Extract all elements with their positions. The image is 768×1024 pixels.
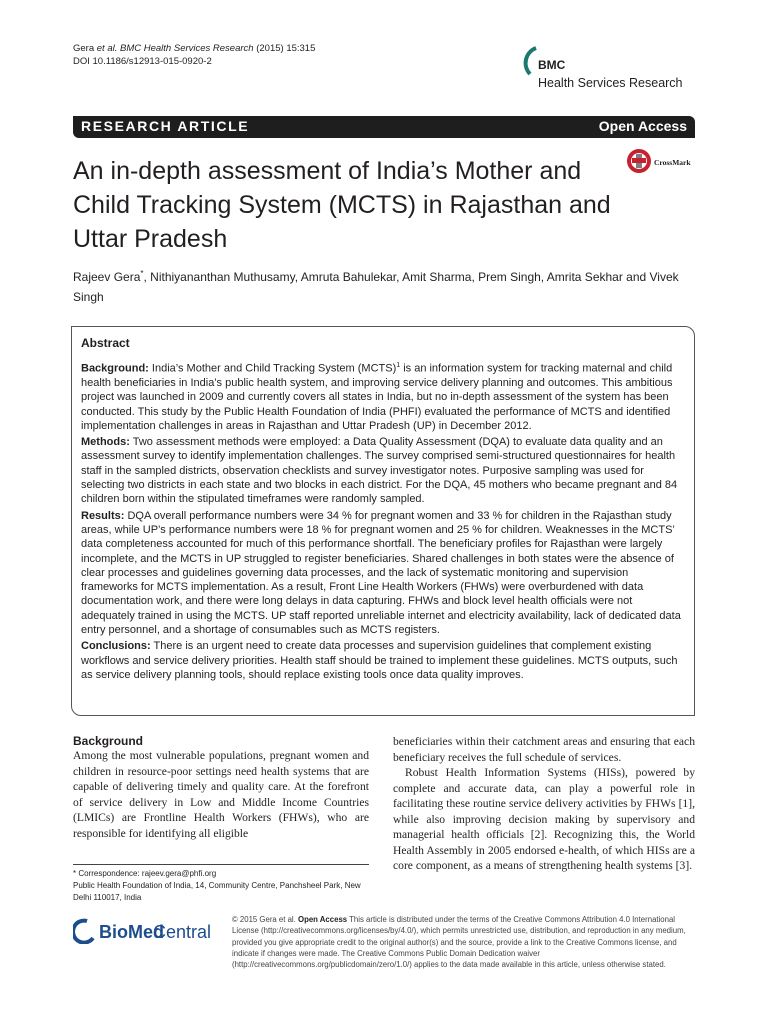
article-type-banner bbox=[73, 116, 695, 138]
biomed-arc-icon bbox=[73, 918, 95, 944]
footnote-divider bbox=[73, 864, 369, 865]
corresponding-mark: * bbox=[140, 269, 144, 278]
article-type-label: RESEARCH ARTICLE bbox=[81, 118, 250, 134]
publisher-logo bbox=[73, 918, 223, 948]
publisher-logo-bold: BioMed bbox=[99, 922, 164, 942]
citation-line-1: Gera et al. BMC Health Services Research (2015) 15:315 bbox=[73, 43, 316, 54]
abstract-conclusions: Conclusions: There is an urgent need to create data processes and supervision guidelines that complement existing workflows and service delivery priorities. Health staff should be trained to implement these guidelines. MCTS outputs, such as service delivery planning tools, should replace existing tools once data quality improves. bbox=[81, 640, 678, 681]
section-heading-background: Background bbox=[73, 734, 144, 748]
open-access-label: Open Access bbox=[598, 118, 687, 134]
abstract-results: Results: DQA overall performance numbers were 34 % for pregnant women and 33 % for children in the Rajasthan study areas, while UP’s performance numbers were 18 % for pregnant women and 25 % for children. Weaknesses in the MCTS’ data completeness accounted for much of this performance shortfall. The beneficiary profiles for Rajasthan were largely incomplete, and the MCTS in UP struggled to register beneficiaries. Shared challenges in both states were the absence of clear processes and guidelines governing data processes, and the lack of systematic monitoring and supervision frameworks for MCTS implementation. As a result, Front Line Health Workers (FHWs) were overburdened with data documentation work, and there were long delays in data capturing. FHWs and block level health officials were not adequately trained in using the MCTS. UP staff reported unreliable internet and electricity availability, lack of dedicated data entry personnel, and a shortage of consumables such as MCTS registers. bbox=[81, 509, 681, 636]
doi-line: DOI 10.1186/s12913-015-0920-2 bbox=[73, 56, 212, 67]
crossmark-icon bbox=[626, 148, 652, 174]
publisher-logo-light: Central bbox=[153, 922, 212, 942]
abstract-box bbox=[71, 326, 695, 716]
author-list bbox=[73, 264, 693, 307]
correspondence-email[interactable]: * Correspondence: rajeev.gera@phfi.org bbox=[73, 869, 217, 878]
body-column-right bbox=[393, 734, 695, 874]
abstract-heading: Abstract bbox=[81, 336, 130, 350]
abstract-body bbox=[81, 359, 685, 682]
co-authors: , Nithiyananthan Muthusamy, Amruta Bahulekar, Amit Sharma, Prem Singh, Amrita Sekhar and Vivek Singh bbox=[73, 270, 679, 304]
body-paragraph: Among the most vulnerable populations, pregnant women and children in resource-poor settings need health systems that are capable of delivering timely and quality care. At the forefront of service delivery in Low and Middle Income Countries (LMICs) are Frontline Health Workers (FHWs), who are responsible for identifying all eligible bbox=[73, 749, 369, 840]
citation-header bbox=[73, 42, 315, 68]
license-statement: © 2015 Gera et al. Open Access This article is distributed under the terms of the Creative Commons Attribution 4.0 International License (http://creativecommons.org/licenses/by/4.0/), which permits unrestricted use, distribution, and reproduction in any medium, provided you give appropriate credit to the original author(s) and the source, provide a link to the Creative Commons license, and indicate if changes were made. The Creative Commons Public Domain Dedication waiver (http://creativecommons.org/publicdomain/zero/1.0/) applies to the data made available in this article, unless otherwise stated. bbox=[232, 915, 686, 970]
journal-logo-brand: BMC bbox=[538, 58, 566, 72]
footnote bbox=[73, 868, 373, 904]
journal-logo bbox=[522, 44, 702, 100]
corresponding-author[interactable]: Rajeev Gera bbox=[73, 270, 141, 284]
abstract-background: Background: India’s Mother and Child Tracking System (MCTS)$^1$ is an information system for tracking maternal and child health beneficiaries in India’s public health system, and improving service delivery planning and outcomes. This ambitious project was launched in 2009 and currently covers all states in India, but no in-depth assessment of the system has been conducted. This study by the Public Health Foundation of India (PHFI) evaluated the performance of MCTS and identified implementation challenges in areas in Rajasthan and Uttar Pradesh (UP) in December 2012. bbox=[81, 362, 673, 432]
body-paragraph: Robust Health Information Systems (HISs), powered by complete and accurate data, can play a powerful role in facilitating these routine service delivery activities by FHWs [1], while also improving decision making by supervisory and managerial health officials [2]. Recognizing this, the World Health Assembly in 2005 endorsed e-health, of which HISs are a core component, as a means of strengthening health systems [3]. bbox=[393, 766, 695, 872]
journal-logo-name: Health Services Research bbox=[538, 76, 683, 90]
body-paragraph: beneficiaries within their catchment areas and ensuring that each beneficiary receives the full schedule of services. bbox=[393, 735, 695, 764]
article-title: An in-depth assessment of India’s Mother and Child Tracking System (MCTS) in Rajasthan and Uttar Pradesh bbox=[73, 157, 611, 253]
abstract-methods: Methods: Two assessment methods were employed: a Data Quality Assessment (DQA) to evaluate data quality and an assessment survey to identify implementation challenges. The survey comprised semi-structured questionnaires for health staff in the sampled districts, observation checklists and survey investigator notes. Purposive sampling was used for selecting two districts in each state and two blocks in each district. For the DQA, 45 mothers who became pregnant and 84 children born within the stipulated timeframes were randomly sampled. bbox=[81, 436, 678, 506]
crossmark-badge[interactable] bbox=[626, 148, 706, 174]
crossmark-label: CrossMark bbox=[654, 158, 691, 167]
author-affiliation: Public Health Foundation of India, 14, Community Centre, Panchsheel Park, New Delhi 110017, India bbox=[73, 881, 361, 902]
body-column-left bbox=[73, 748, 369, 841]
